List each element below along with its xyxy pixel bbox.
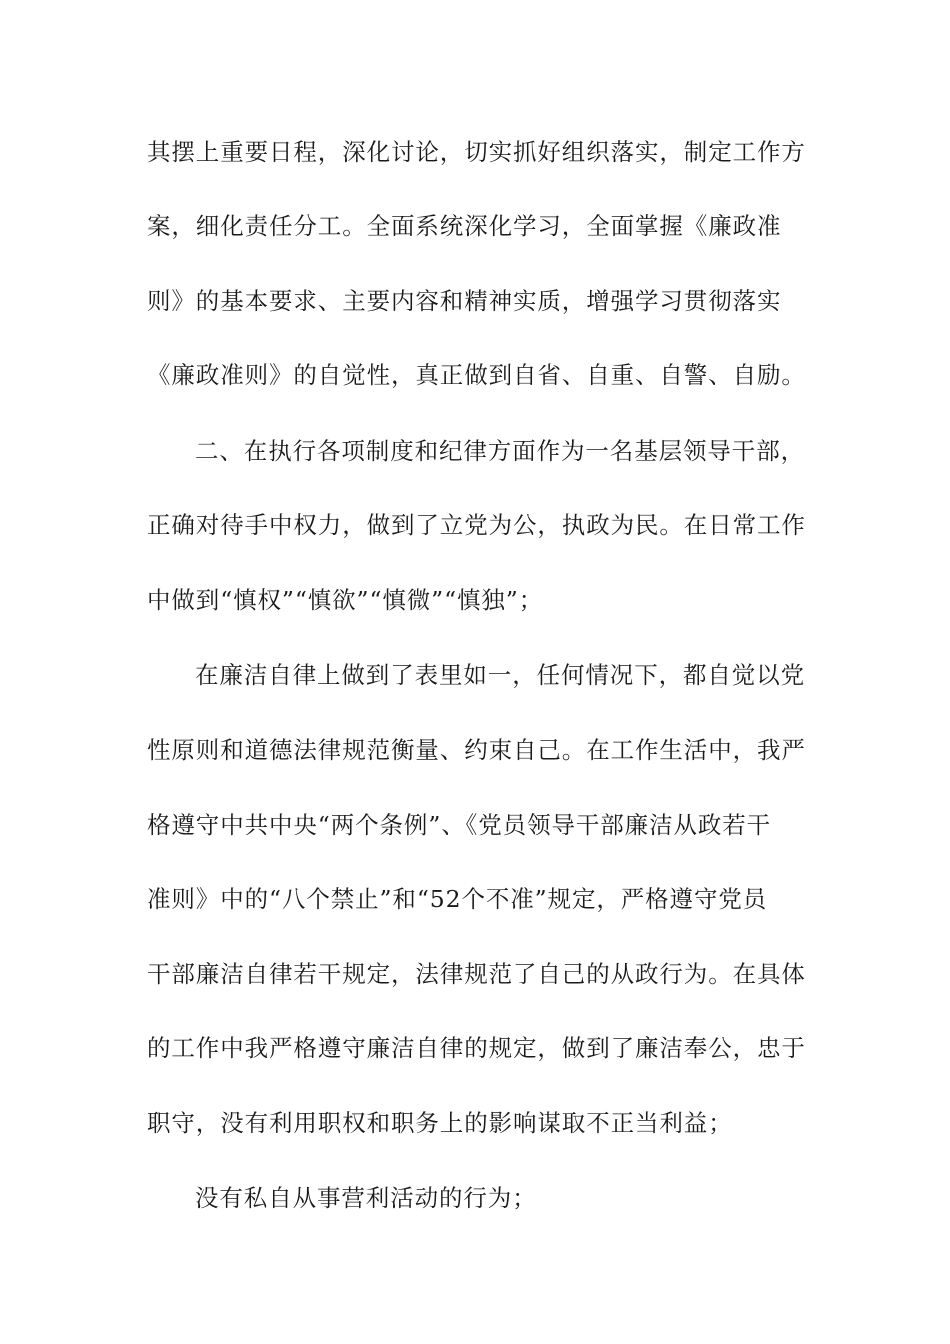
paragraph-start-line: 没有私自从事营利活动的行为； xyxy=(195,1184,537,1212)
text-line: 案，细化责任分工。全面系统深化学习，全面掌握《廉政准 xyxy=(147,212,782,240)
text-line: 职守，没有利用职权和职务上的影响谋取不正当利益； xyxy=(147,1109,733,1137)
text-line: 格遵守中共中央“两个条例”、《党员领导干部廉洁从政若干 xyxy=(147,811,772,839)
text-line: 《廉政准则》的自觉性，真正做到自省、自重、自警、自励。 xyxy=(147,361,806,389)
paragraph-start-line: 在廉洁自律上做到了表里如一，任何情况下，都自觉以党 xyxy=(195,661,805,689)
text-line: 准则》中的“八个禁止”和“52个不准”规定，严格遵守党员 xyxy=(147,885,768,913)
text-line: 的工作中我严格遵守廉洁自律的规定，做到了廉洁奉公，忠于 xyxy=(147,1034,806,1062)
text-line: 性原则和道德法律规范衡量、约束自己。在工作生活中，我严 xyxy=(147,736,806,764)
text-line: 中做到“慎权”“慎欲”“慎微”“慎独”； xyxy=(147,586,544,614)
paragraph-start-line: 二、在执行各项制度和纪律方面作为一名基层领导干部， xyxy=(195,437,805,465)
text-line: 正确对待手中权力，做到了立党为公，执政为民。在日常工作 xyxy=(147,511,806,539)
text-line: 其摆上重要日程，深化讨论，切实抓好组织落实，制定工作方 xyxy=(147,138,806,166)
text-line: 干部廉洁自律若干规定，法律规范了自己的从政行为。在具体 xyxy=(147,960,806,988)
text-line: 则》的基本要求、主要内容和精神实质，增强学习贯彻落实 xyxy=(147,287,782,315)
